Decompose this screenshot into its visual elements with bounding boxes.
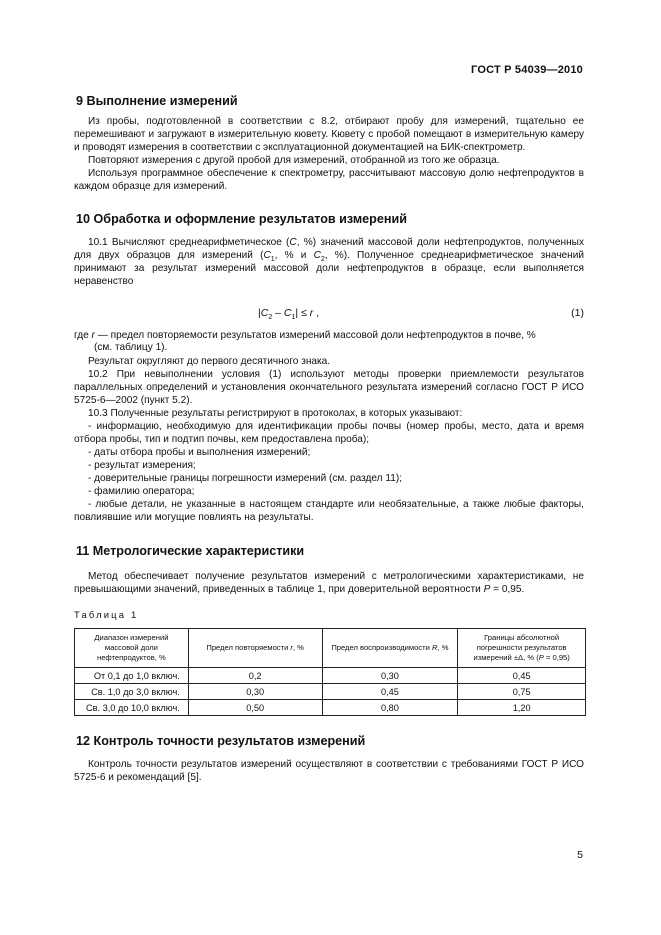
cell-reproducibility: 0,30 bbox=[322, 668, 458, 684]
cell-range: От 0,1 до 1,0 включ. bbox=[75, 668, 189, 684]
inequality-formula: $|C_2 - C_1| \le r$ , bbox=[258, 307, 320, 322]
formula-explanation: где r — предел повторяемости результатов измерений массовой доли нефтепродуктов в почве, % bbox=[74, 330, 536, 341]
section-11-paragraph: Метод обеспечивает получение результатов измерений с метрологическими характеристиками, не превышающими значений, приведенных в таблице 1, при доверительной вероятности P = 0,95. bbox=[74, 571, 584, 595]
table-header-row bbox=[75, 629, 586, 668]
protocol-item: - доверительные границы погрешности измерений (см. раздел 11); bbox=[88, 473, 402, 484]
formula-number: (1) bbox=[571, 307, 584, 319]
table-row bbox=[75, 668, 586, 684]
section-12-title: 12 Контроль точности результатов измерений bbox=[76, 734, 366, 748]
cell-repeatability: 0,30 bbox=[188, 684, 322, 700]
header-reproducibility: Предел воспроизводимости R, % bbox=[322, 629, 458, 668]
section-12-paragraph: Контроль точности результатов измерений осуществляют в соответствии с требованиями ГОСТ Р ИСО 5725-6 и рекомендаций [5]. bbox=[74, 759, 584, 783]
page-number: 5 bbox=[577, 849, 583, 861]
cell-repeatability: 0,50 bbox=[188, 700, 322, 716]
section-9-paragraph-1: Из пробы, подготовленной в соответствии с 8.2, отбирают пробу для измерений, тщательно ее перемешивают и загружают в измерительную кювету. Кювету с пробой помещают в измерительную камеру и проводят измерения в соответствии с эксплуатационной документацией на БИК-спектрометр. bbox=[74, 116, 584, 153]
formula-explanation-continuation: (см. таблицу 1). bbox=[94, 342, 168, 353]
header-error-bounds: Границы абсолютной погрешности результатов измерений ±Δ, % (P = 0,95) bbox=[458, 629, 586, 668]
section-10-2-paragraph: 10.2 При невыполнении условия (1) используют методы проверки приемлемости результатов параллельных определений и установления окончательного результата измерений согласно ГОСТ Р ИСО 5725-6—2002 (пункт 5.2). bbox=[74, 369, 584, 406]
section-9-title: 9 Выполнение измерений bbox=[76, 94, 238, 108]
section-9-paragraph-3: Используя программное обеспечение к спектрометру, рассчитывают массовую долю нефтепродуктов в каждом образце для измерений. bbox=[74, 168, 584, 192]
cell-repeatability: 0,2 bbox=[188, 668, 322, 684]
document-code: ГОСТ Р 54039—2010 bbox=[471, 64, 583, 76]
cell-error-bound: 1,20 bbox=[458, 700, 586, 716]
cell-reproducibility: 0,80 bbox=[322, 700, 458, 716]
protocol-item: - фамилию оператора; bbox=[88, 486, 195, 497]
metrology-table bbox=[74, 628, 586, 716]
table-row bbox=[75, 684, 586, 700]
cell-range: Св. 1,0 до 3,0 включ. bbox=[75, 684, 189, 700]
section-11-title: 11 Метрологические характеристики bbox=[76, 544, 305, 558]
rounding-note: Результат округляют до первого десятичного знака. bbox=[88, 356, 331, 367]
cell-reproducibility: 0,45 bbox=[322, 684, 458, 700]
header-range: Диапазон измерений массовой доли нефтепродуктов, % bbox=[75, 629, 189, 668]
protocol-item: - результат измерения; bbox=[88, 460, 196, 471]
section-10-3-paragraph: 10.3 Полученные результаты регистрируют в протоколах, в которых указывают: bbox=[88, 408, 463, 419]
cell-error-bound: 0,45 bbox=[458, 668, 586, 684]
cell-error-bound: 0,75 bbox=[458, 684, 586, 700]
formula-row bbox=[74, 307, 584, 321]
table-caption: Таблица 1 bbox=[74, 609, 139, 620]
protocol-item: - любые детали, не указанные в настоящем стандарте или необязательные, а также любые факторы, повлиявшие или могущие повлиять на результаты. bbox=[74, 499, 584, 523]
section-9-paragraph-2: Повторяют измерения с другой пробой для измерений, отобранной из того же образца. bbox=[88, 155, 500, 166]
header-repeatability: Предел повторяемости r, % bbox=[188, 629, 322, 668]
table-row bbox=[75, 700, 586, 716]
protocol-item: - даты отбора пробы и выполнения измерений; bbox=[88, 447, 311, 458]
section-10-title: 10 Обработка и оформление результатов измерений bbox=[76, 212, 407, 226]
section-10-paragraph-1: 10.1 Вычисляют среднеарифметическое (C, %) значений массовой доли нефтепродуктов, полученных для двух образцов для измерений ($C_1$, % и $C_2$, %). Полученное среднеарифметическое значений принимают за результат измерений массовой доли нефтепродуктов в образце, если выполняется неравенство bbox=[74, 237, 584, 287]
protocol-item: - информацию, необходимую для идентификации пробы почвы (номер пробы, место, дата и время отбора пробы, тип и подтип почвы, кем предоставлена проба); bbox=[74, 421, 584, 445]
cell-range: Св. 3,0 до 10,0 включ. bbox=[75, 700, 189, 716]
